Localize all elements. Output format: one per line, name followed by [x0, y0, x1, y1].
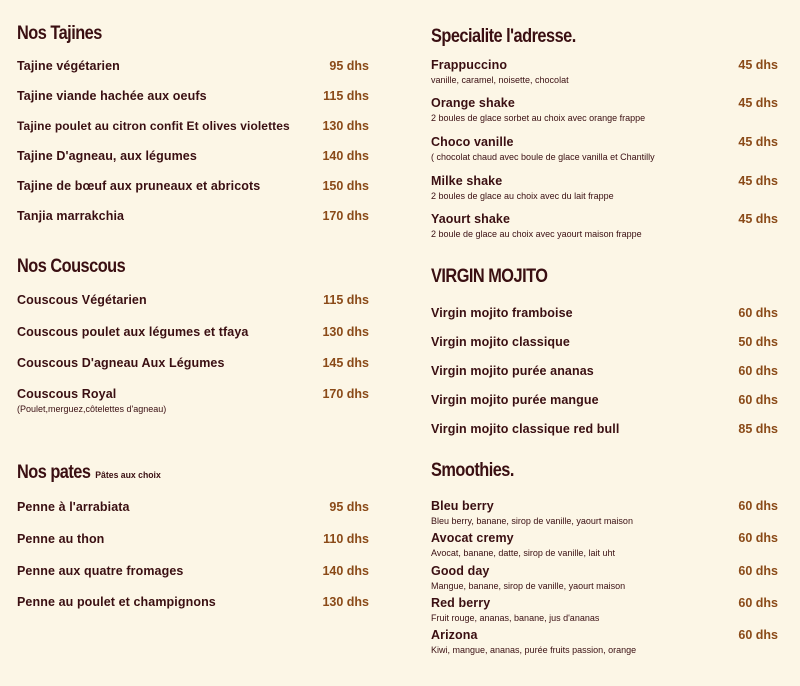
menu-item-mojito-5	[431, 422, 778, 436]
item-name: Virgin mojito purée ananas	[431, 364, 594, 378]
item-price: 150 dhs	[322, 179, 369, 193]
menu-item-tajine-6	[17, 209, 369, 223]
item-price: 145 dhs	[322, 356, 369, 370]
item-price: 50 dhs	[738, 335, 778, 349]
section-title-couscous: Nos Couscous	[17, 256, 126, 277]
item-price: 60 dhs	[738, 564, 778, 578]
item-name: Yaourt shake	[431, 212, 511, 226]
menu-item-pates-1	[17, 500, 369, 514]
menu-item-mojito-3	[431, 364, 778, 378]
menu-item-tajine-5	[17, 179, 369, 193]
item-price: 45 dhs	[738, 135, 778, 149]
item-description: Kiwi, mangue, ananas, purée fruits passion, orange	[431, 645, 637, 655]
item-name: Milke shake	[431, 174, 503, 188]
menu-item-specialite-5	[431, 212, 778, 239]
item-name: Penne au poulet et champignons	[17, 595, 216, 609]
menu-item-specialite-3	[431, 135, 778, 162]
menu-item-specialite-2	[431, 96, 778, 123]
item-price: 170 dhs	[322, 387, 369, 401]
item-name: Frappuccino	[431, 58, 508, 72]
item-name: Choco vanille	[431, 135, 514, 149]
item-price: 60 dhs	[738, 531, 778, 545]
item-description: Fruit rouge, ananas, banane, jus d'ananas	[431, 613, 600, 623]
section-subtitle: Pâtes aux choix	[95, 470, 162, 480]
item-description: 2 boules de glace au choix avec du lait frappe	[431, 191, 614, 201]
item-name: Orange shake	[431, 96, 515, 110]
item-name: Penne aux quatre fromages	[17, 564, 184, 578]
menu-item-tajine-2	[17, 89, 369, 103]
item-price: 115 dhs	[323, 89, 369, 103]
section-title-text: Nos pates	[17, 462, 91, 483]
item-name: Tajine de bœuf aux pruneaux et abricots	[17, 179, 261, 193]
menu-item-smoothie-4	[431, 596, 778, 623]
menu-item-smoothie-1	[431, 499, 778, 526]
item-description: Bleu berry, banane, sirop de vanille, yaourt maison	[431, 516, 633, 526]
item-name: Couscous Végétarien	[17, 293, 147, 307]
section-title-specialite: Specialite l'adresse.	[431, 26, 576, 47]
item-price: 110 dhs	[323, 532, 369, 546]
item-name: Tanjia marrakchia	[17, 209, 125, 223]
item-price: 60 dhs	[738, 499, 778, 513]
menu-item-mojito-2	[431, 335, 778, 349]
menu-item-tajine-3	[17, 119, 369, 133]
item-name: Tajine D'agneau, aux légumes	[17, 149, 197, 163]
item-name: Couscous Royal	[17, 387, 117, 401]
item-name: Virgin mojito classique red bull	[431, 422, 620, 436]
item-price: 45 dhs	[738, 212, 778, 226]
item-price: 115 dhs	[323, 293, 369, 307]
item-description: Mangue, banane, sirop de vanille, yaourt maison	[431, 581, 626, 591]
item-price: 60 dhs	[738, 393, 778, 407]
item-description: Avocat, banane, datte, sirop de vanille, lait uht	[431, 548, 615, 558]
item-name: Tajine viande hachée aux oeufs	[17, 89, 207, 103]
item-description: (Poulet,merguez,côtelettes d'agneau)	[17, 404, 167, 414]
item-price: 85 dhs	[738, 422, 778, 436]
item-price: 95 dhs	[329, 59, 369, 73]
menu-item-smoothie-2	[431, 531, 778, 558]
item-price: 60 dhs	[738, 306, 778, 320]
menu-item-couscous-2	[17, 325, 369, 339]
menu-item-pates-3	[17, 564, 369, 578]
item-price: 60 dhs	[738, 364, 778, 378]
item-price: 60 dhs	[738, 596, 778, 610]
item-name: Arizona	[431, 628, 478, 642]
item-price: 95 dhs	[329, 500, 369, 514]
menu-item-smoothie-5	[431, 628, 778, 655]
item-name: Bleu berry	[431, 499, 494, 513]
menu-item-couscous-1	[17, 293, 369, 307]
item-description: vanille, caramel, noisette, chocolat	[431, 75, 569, 85]
item-price: 130 dhs	[322, 325, 369, 339]
menu-item-specialite-4	[431, 174, 778, 201]
item-price: 170 dhs	[322, 209, 369, 223]
item-name: Penne à l'arrabiata	[17, 500, 130, 514]
menu-item-smoothie-3	[431, 564, 778, 591]
menu-item-couscous-4	[17, 387, 369, 414]
menu-item-pates-2	[17, 532, 369, 546]
item-name: Virgin mojito purée mangue	[431, 393, 599, 407]
item-price: 130 dhs	[322, 119, 369, 133]
item-price: 140 dhs	[322, 149, 369, 163]
item-name: Tajine poulet au citron confit Et olives violettes	[17, 119, 290, 133]
menu-item-couscous-3	[17, 356, 369, 370]
item-name: Virgin mojito framboise	[431, 306, 573, 320]
item-price: 45 dhs	[738, 58, 778, 72]
menu-item-tajine-1	[17, 59, 369, 73]
item-price: 45 dhs	[738, 96, 778, 110]
section-title-mojito: VIRGIN MOJITO	[431, 266, 548, 287]
menu-item-mojito-1	[431, 306, 778, 320]
item-name: Red berry	[431, 596, 491, 610]
item-description: 2 boules de glace sorbet au choix avec orange frappe	[431, 113, 646, 123]
item-name: Couscous D'agneau Aux Légumes	[17, 356, 225, 370]
item-price: 60 dhs	[738, 628, 778, 642]
section-title-smoothies: Smoothies.	[431, 460, 514, 481]
item-name: Penne au thon	[17, 532, 105, 546]
menu-item-tajine-4	[17, 149, 369, 163]
item-description: ( chocolat chaud avec boule de glace vanilla et Chantilly	[431, 152, 655, 162]
item-price: 45 dhs	[738, 174, 778, 188]
item-name: Couscous poulet aux légumes et tfaya	[17, 325, 249, 339]
menu-item-pates-4	[17, 595, 369, 609]
item-price: 140 dhs	[322, 564, 369, 578]
item-price: 130 dhs	[322, 595, 369, 609]
item-name: Avocat cremy	[431, 531, 514, 545]
section-title-pates	[17, 462, 162, 484]
section-title-tajines: Nos Tajines	[17, 23, 102, 44]
menu-item-mojito-4	[431, 393, 778, 407]
item-name: Tajine végétarien	[17, 59, 120, 73]
menu-item-specialite-1	[431, 58, 778, 85]
item-name: Good day	[431, 564, 490, 578]
item-name: Virgin mojito classique	[431, 335, 570, 349]
item-description: 2 boule de glace au choix avec yaourt maison frappe	[431, 229, 642, 239]
